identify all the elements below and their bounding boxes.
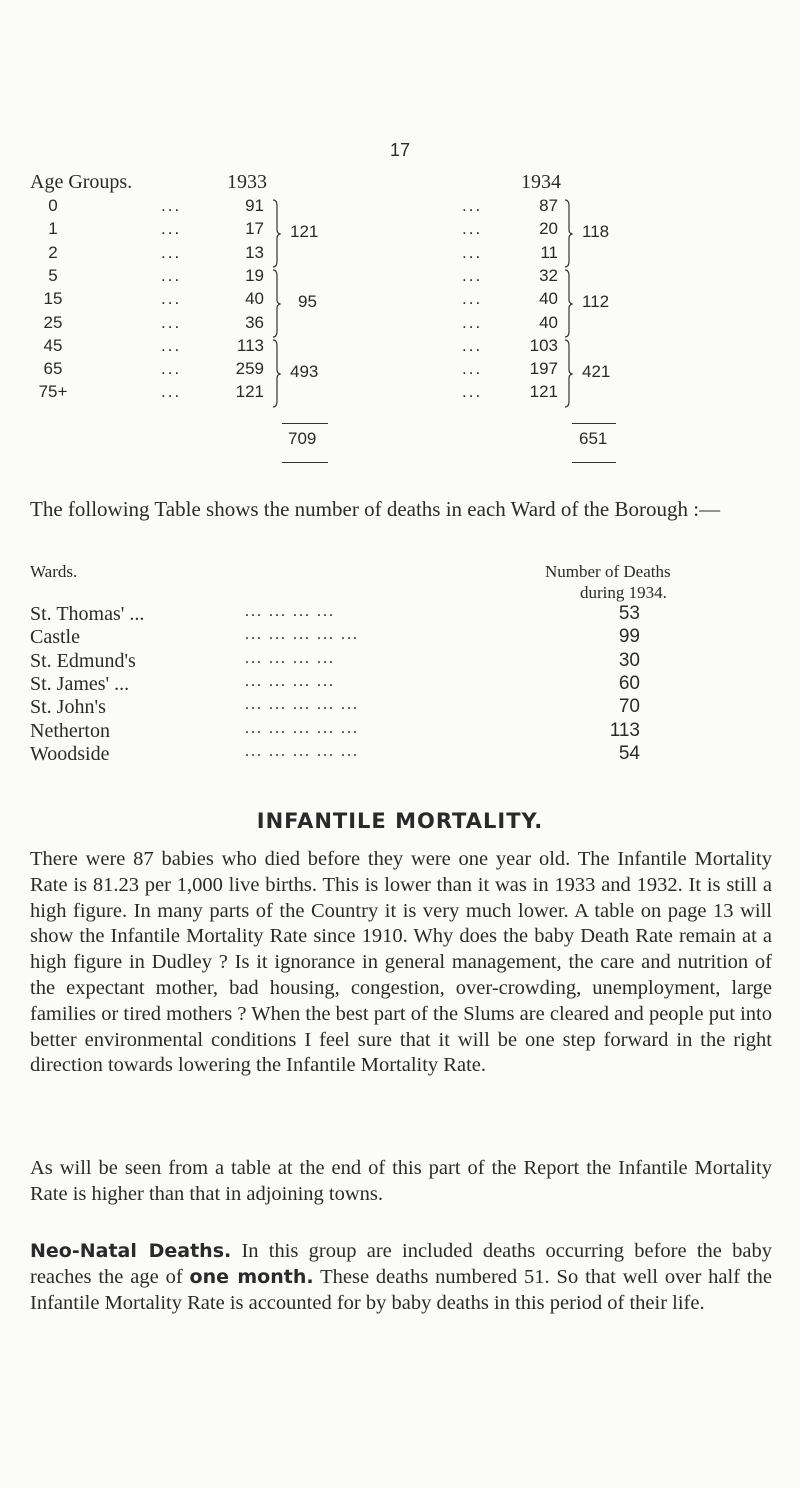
divider [572,462,616,463]
group-total-1934: 112 [582,292,610,311]
deaths-1933: 36 [245,312,264,332]
dot-leader: ... [462,242,483,262]
deaths-1933: 19 [245,265,264,285]
dot-leader: ... [462,335,483,355]
dot-leader: ... [161,359,182,379]
ward-deaths: 54 [618,742,640,764]
deaths-1934: 40 [539,312,558,332]
ward-name: Castle [30,626,80,649]
ward-deaths: 70 [618,696,640,718]
age-group-label: 5 [48,265,58,285]
ward-name: Woodside [30,742,110,765]
paragraph-infant-mortality: There were 87 babies who died before they were one year old. The Infantile Mortality Rate is 81.23 per 1,000 live births. This is lower than it was in 1933 and 1932. It is still a high figure. In many parts of the Country it is very much lower. A table on page 13 will show the Infantile Mortality Rate since 1910. Why does the baby Death Rate remain at a high figure in Dudley ? Is it ignorance in general management, the care and nutrition of the expectant mother, bad housing, congestion, over-crowding, unemployment, large families or tired mothers ? When the best part of the Slums are cleared and people put into better environmental conditions I feel sure that it will be one step forward in the right direction towards lowering the Infantile Mortality Rate. [30,848,772,1077]
dot-leader: ... ... ... ... [245,649,335,667]
col-header-wards: Wards. [30,562,78,581]
ward-deaths: 113 [609,719,640,741]
brace-icon [272,198,281,269]
dot-leader: ... [462,359,483,379]
dot-leader: ... [462,265,483,285]
deaths-1933: 113 [236,335,264,355]
deaths-1933: 40 [245,289,264,309]
divider [282,423,328,424]
dot-leader: ... [462,219,483,239]
deaths-1934: 197 [529,359,558,379]
age-group-label: 45 [43,335,63,355]
group-total-1933: 121 [290,222,319,241]
age-group-label: 0 [48,196,58,215]
deaths-1933: 259 [235,359,264,379]
total-1933: 709 [288,429,317,448]
dot-leader: ... ... ... ... ... [245,719,359,737]
dot-leader: ... [161,242,182,262]
brace-icon [272,338,281,409]
dot-leader: ... [462,196,483,215]
ward-deaths: 60 [618,672,640,694]
age-group-label: 2 [48,242,58,262]
group-total-1933: 95 [298,292,317,311]
age-group-label: 1 [48,219,58,239]
brace-icon [564,338,573,409]
neo-natal-heading: Neo-Natal Deaths. [30,1240,232,1262]
dot-leader: ... [161,382,182,402]
deaths-1933: 17 [245,219,264,239]
dot-leader: ... ... ... ... [245,603,335,620]
neo-natal-text: In this group are included deaths occurring before the baby reaches the age of [30,1240,772,1288]
deaths-1934: 87 [539,196,558,215]
divider [572,423,616,424]
dot-leader: ... [161,335,182,355]
ward-name: Netherton [30,719,110,742]
deaths-1933: 91 [245,196,264,215]
deaths-1933: 121 [235,382,264,402]
age-group-label: 65 [43,359,63,379]
dot-leader: ... [161,196,182,215]
emphasis-one-month: one month. [189,1265,314,1288]
ward-name: St. Edmund's [30,649,136,672]
dot-leader: ... ... ... ... ... [245,742,359,760]
deaths-1934: 40 [539,289,558,309]
group-total-1934: 118 [582,222,610,241]
dot-leader: ... [161,219,182,239]
deaths-1933: 13 [245,242,264,262]
ward-name: St. James' ... [30,672,130,695]
age-group-label: 25 [43,312,63,332]
dot-leader: ... [462,289,483,309]
deaths-1934: 32 [539,265,558,285]
paragraph-adjoining-towns: As will be seen from a table at the end of this part of the Report the Infantile Mortality Rate is higher than that in adjoining towns. [30,1157,772,1205]
page-number: 17 [389,140,411,160]
col-header-1933: 1933 [227,171,267,193]
dot-leader: ... [462,382,483,402]
brace-icon [272,268,281,339]
ward-table-intro: The following Table shows the number of deaths in each Ward of the Borough :— [30,497,721,521]
col-header-age-groups: Age Groups. [30,171,133,193]
dot-leader: ... [161,289,182,309]
ward-deaths: 30 [618,649,640,671]
section-heading: INFANTILE MORTALITY. [256,809,544,833]
ward-deaths: 99 [618,626,640,648]
dot-leader: ... ... ... ... ... [245,626,359,644]
deaths-1934: 20 [539,219,558,239]
col-header-deaths: Number of Deaths [545,562,671,581]
dot-leader: ... [161,265,182,285]
dot-leader: ... ... ... ... ... [245,696,359,714]
dot-leader: ... [161,312,182,332]
age-group-label: 75+ [38,382,68,402]
dot-leader: ... ... ... ... [245,672,335,690]
neo-natal-text: These deaths numbered 51. So that well over half the Infantile Mortality Rate is accounted for by baby deaths in this period of their life. [30,1265,772,1314]
deaths-1934: 103 [529,335,558,355]
total-1934: 651 [579,429,608,448]
ward-name: St. Thomas' ... [30,603,145,625]
dot-leader: ... [462,312,483,332]
brace-icon [564,198,573,269]
group-total-1934: 421 [582,362,611,381]
paragraph-neo-natal [30,1239,772,1316]
ward-deaths: 53 [618,603,640,624]
brace-icon [564,268,573,339]
deaths-1934: 121 [529,382,558,402]
col-header-deaths-sub: during 1934. [580,583,667,602]
divider [282,462,328,463]
deaths-1934: 11 [540,242,558,262]
group-total-1933: 493 [290,362,319,381]
ward-name: St. John's [30,696,106,719]
age-group-label: 15 [43,289,63,309]
col-header-1934: 1934 [521,171,561,193]
